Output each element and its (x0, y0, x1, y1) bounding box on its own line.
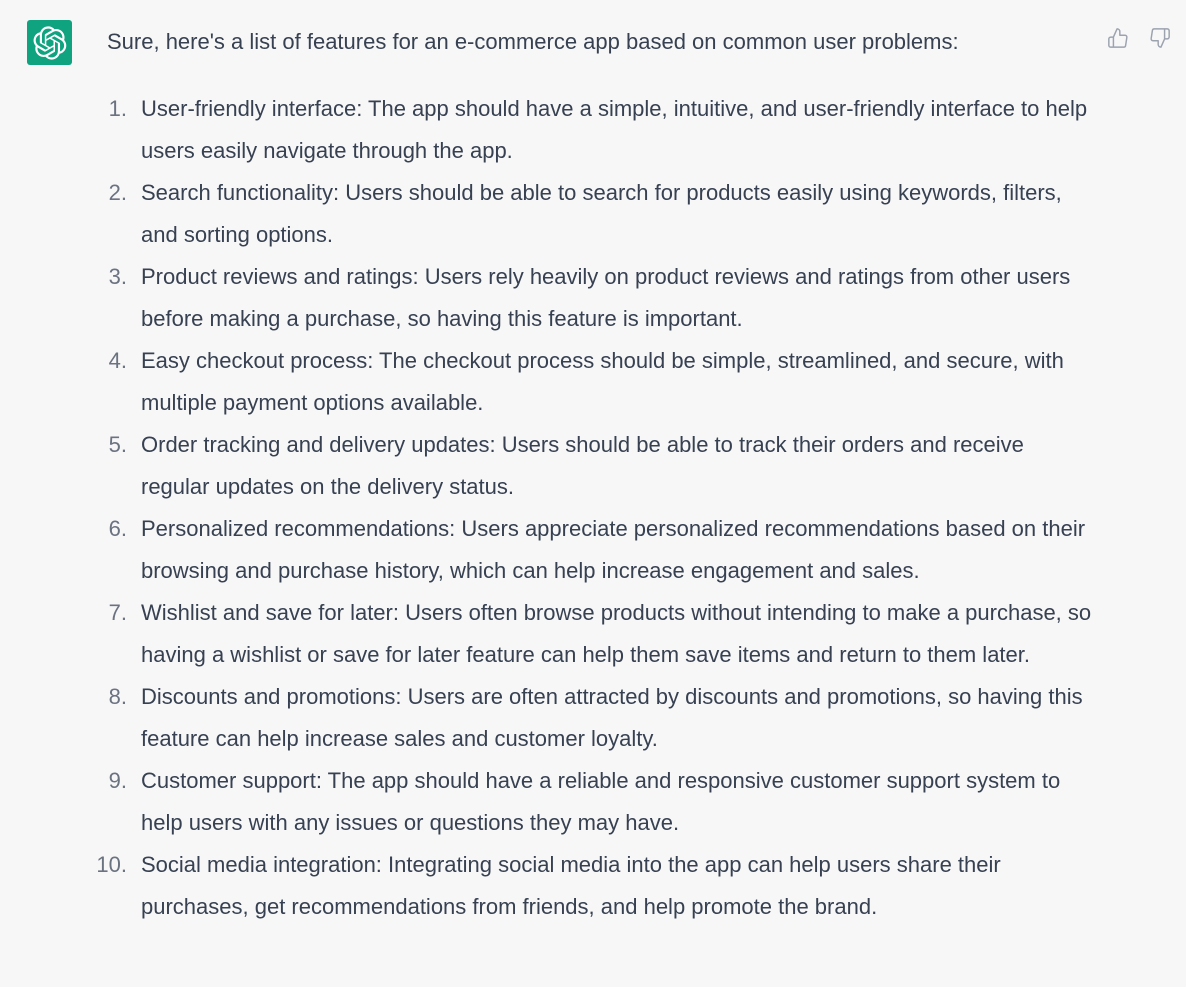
list-item (96, 844, 1107, 928)
feedback-controls (1106, 26, 1172, 50)
list-item-number: 6. (108, 516, 127, 541)
list-item (107, 760, 1107, 844)
feature-list (96, 88, 1107, 928)
list-item (107, 508, 1107, 592)
list-item-text: Social media integration: Integrating social media into the app can help users share their purchases, get recommendations from friends, and help promote the brand. (141, 852, 1001, 919)
list-item-number: 2. (108, 180, 127, 205)
list-item (107, 340, 1107, 424)
list-item (107, 172, 1107, 256)
thumbs-down-icon (1149, 27, 1171, 49)
list-item-text: Discounts and promotions: Users are often attracted by discounts and promotions, so having this feature can help increase sales and customer loyalty. (141, 684, 1083, 751)
thumbs-up-button[interactable] (1106, 26, 1130, 50)
list-item-text: Search functionality: Users should be able to search for products easily using keywords, filters, and sorting options. (141, 180, 1062, 247)
list-item-text: Personalized recommendations: Users appreciate personalized recommendations based on their browsing and purchase history, which can help increase engagement and sales. (141, 516, 1086, 583)
message-intro: Sure, here's a list of features for an e-commerce app based on common user problems: (107, 29, 959, 54)
openai-logo-icon (33, 26, 67, 60)
thumbs-down-button[interactable] (1148, 26, 1172, 50)
list-item-number: 10. (96, 852, 127, 877)
list-item-text: User-friendly interface: The app should have a simple, intuitive, and user-friendly interface to help users easily navigate through the app. (141, 96, 1088, 163)
list-item-number: 1. (108, 96, 127, 121)
list-item (107, 256, 1107, 340)
list-item (107, 676, 1107, 760)
list-item-text: Order tracking and delivery updates: Users should be able to track their orders and receive regular updates on the delivery status. (141, 432, 1024, 499)
list-item-number: 9. (108, 768, 127, 793)
list-item-text: Customer support: The app should have a reliable and responsive customer support system to help users with any issues or questions they may have. (141, 768, 1061, 835)
list-item-number: 8. (108, 684, 127, 709)
list-item-number: 3. (108, 264, 127, 289)
list-item-text: Wishlist and save for later: Users often browse products without intending to make a purchase, so having a wishlist or save for later feature can help them save items and return to them later. (141, 600, 1092, 667)
list-item (107, 592, 1107, 676)
assistant-avatar (27, 20, 72, 65)
thumbs-up-icon (1107, 27, 1129, 49)
list-item-text: Easy checkout process: The checkout process should be simple, streamlined, and secure, with multiple payment options available. (141, 348, 1064, 415)
list-item (107, 424, 1107, 508)
list-item (107, 88, 1107, 172)
list-item-number: 5. (108, 432, 127, 457)
list-item-number: 4. (108, 348, 127, 373)
list-item-text: Product reviews and ratings: Users rely heavily on product reviews and ratings from other users before making a purchase, so having this feature is important. (141, 264, 1071, 331)
list-item-number: 7. (108, 600, 127, 625)
assistant-message (96, 26, 1107, 928)
